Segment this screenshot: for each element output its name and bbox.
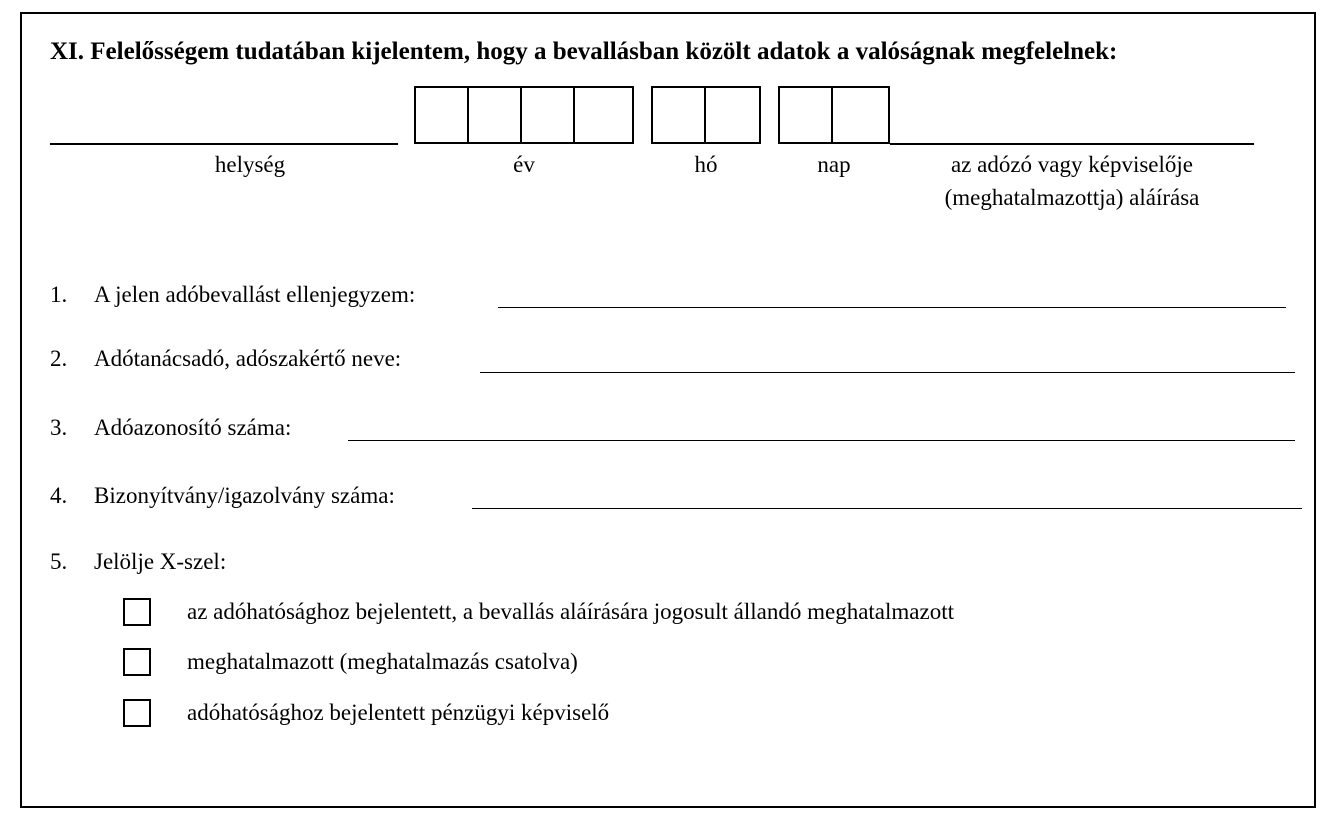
signature-label-line1: az adózó vagy képviselője xyxy=(950,152,1194,177)
item-text: Adóazonosító száma: xyxy=(94,415,292,440)
item-advisor-name xyxy=(50,344,401,374)
item-number: 1. xyxy=(50,282,68,307)
checkbox-authorized-agent[interactable] xyxy=(123,648,151,676)
item-number: 2. xyxy=(50,346,68,371)
tax-id-fill-line[interactable] xyxy=(348,440,1295,441)
section-title: XI. Felelősségem tudatában kijelentem, hogy a bevallásban közölt adatok a valóságnak megfelelnek: xyxy=(50,38,1118,65)
checkbox-label: az adóhatósághoz bejelentett, a bevallás aláírására jogosult állandó meghatalmazott xyxy=(187,599,954,624)
item-number: 3. xyxy=(50,415,68,440)
year-digit-box[interactable] xyxy=(469,88,522,142)
certificate-fill-line[interactable] xyxy=(472,508,1302,509)
year-digit-box[interactable] xyxy=(416,88,469,142)
item-text: Jelölje X-szel: xyxy=(94,549,227,574)
item-number: 5. xyxy=(50,549,68,574)
checkbox-label: meghatalmazott (meghatalmazás csatolva) xyxy=(187,649,578,674)
signature-label-line2: (meghatalmazottja) aláírása xyxy=(944,185,1200,210)
year-label: év xyxy=(513,152,535,177)
day-digit-box[interactable] xyxy=(833,88,886,142)
month-digit-box[interactable] xyxy=(653,88,706,142)
checkbox-financial-representative[interactable] xyxy=(123,699,151,727)
day-boxes[interactable] xyxy=(778,86,890,144)
countersign-fill-line[interactable] xyxy=(498,307,1286,308)
signature-line xyxy=(890,143,1254,145)
advisor-name-fill-line[interactable] xyxy=(480,372,1295,373)
checkbox-row-permanent-representative xyxy=(123,595,954,629)
item-text: Adótanácsadó, adószakértő neve: xyxy=(94,346,402,371)
item-mark-x xyxy=(50,547,226,577)
place-line xyxy=(50,143,398,145)
item-text: Bizonyítvány/igazolvány száma: xyxy=(94,483,395,508)
checkbox-row-financial-representative xyxy=(123,696,609,730)
checkbox-row-authorized-agent xyxy=(123,645,578,679)
year-digit-box[interactable] xyxy=(575,88,628,142)
month-label: hó xyxy=(694,152,718,177)
item-tax-id xyxy=(50,413,291,443)
day-digit-box[interactable] xyxy=(780,88,833,142)
year-boxes[interactable] xyxy=(414,86,634,144)
day-label: nap xyxy=(817,152,851,177)
item-number: 4. xyxy=(50,483,68,508)
item-certificate-number xyxy=(50,481,395,511)
item-countersign xyxy=(50,280,415,310)
month-boxes[interactable] xyxy=(651,86,761,144)
checkbox-label: adóhatósághoz bejelentett pénzügyi képviselő xyxy=(187,700,610,725)
month-digit-box[interactable] xyxy=(706,88,759,142)
checkbox-permanent-representative[interactable] xyxy=(123,598,151,626)
item-text: A jelen adóbevallást ellenjegyzem: xyxy=(94,282,416,307)
place-label: helység xyxy=(214,152,286,177)
year-digit-box[interactable] xyxy=(522,88,575,142)
